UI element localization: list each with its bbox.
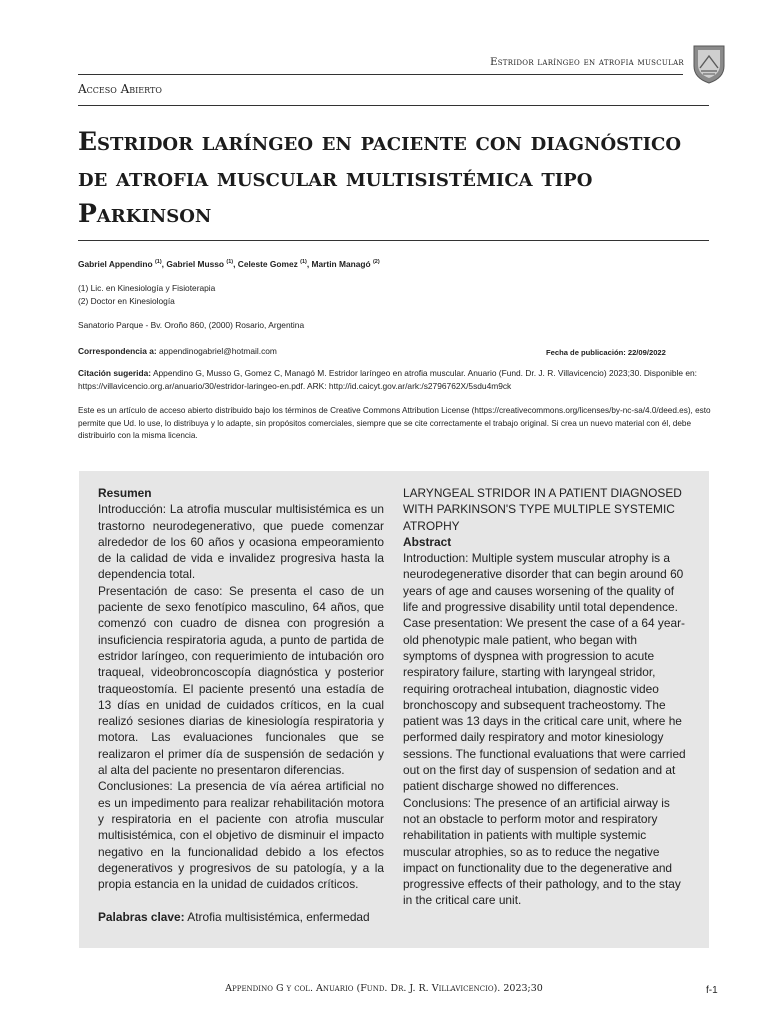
section-label: Acceso Abierto xyxy=(78,82,162,96)
author-name: Martin Managó xyxy=(311,259,371,269)
resumen-heading: Resumen xyxy=(98,486,152,500)
keywords-text: Atrofia multisistémica, enfermedad xyxy=(187,910,370,924)
citation-label: Citación sugerida: xyxy=(78,368,152,378)
running-head: Estridor laríngeo en atrofia muscular xyxy=(490,57,684,68)
author-affiliation: (1) xyxy=(154,259,162,266)
affiliation-1: (1) Lic. en Kinesiología y Fisioterapia xyxy=(78,283,216,293)
author-name: Celeste Gomez xyxy=(237,259,298,269)
section-rule xyxy=(78,105,709,106)
publication-date: Fecha de publicación: 22/09/2022 xyxy=(546,348,666,357)
keywords-label: Palabras clave: xyxy=(98,910,185,924)
resumen-column xyxy=(98,485,384,892)
keywords xyxy=(98,910,384,924)
header-rule xyxy=(78,74,683,75)
page-number: f-1 xyxy=(706,985,718,996)
correspondence xyxy=(78,346,277,356)
resumen-conclusions: Conclusiones: La presencia de vía aérea artificial no es un impedimento para realizar rehabilitación motora y respiratoria en el paciente con atrofia muscular multisistémica, con el objetivo de disminuir el impacto negativo en la funcionalidad debido a los efectos degenerativos y progresivos de su patología, y a la propia estancia en la unidad de cuidados críticos. xyxy=(98,779,384,892)
article-title: Estridor laríngeo en paciente con diagnóstico de atrofia muscular multisistémica tipo Parkinson xyxy=(78,127,681,228)
footer-citation: Appendino G y col. Anuario (Fund. Dr. J. R. Villavicencio). 2023;30 xyxy=(225,983,543,994)
abstract-introduction: Introduction: Multiple system muscular atrophy is a neurodegenerative disorder that can begin around 60 years of age and causes worsening of the quality of life and progressive disability until total dependence. xyxy=(403,551,684,615)
english-title: LARYNGEAL STRIDOR IN A PATIENT DIAGNOSED WITH PARKINSON'S TYPE MULTIPLE SYSTEMIC ATROPHY xyxy=(403,486,682,533)
abstract-heading: Abstract xyxy=(403,534,452,549)
author-name: Gabriel Musso xyxy=(166,259,225,269)
abstract-conclusions: Conclusions: The presence of an artificial airway is not an obstacle to perform motor and respiratory rehabilitation in patients with multiple systemic muscular atrophies, so as to reduce the negative impact on functionality due to the degenerative and progressive effects of their pathology, and to the stay in the critical care unit. xyxy=(403,795,681,908)
journal-shield-logo xyxy=(692,42,726,84)
correspondence-label: Correspondencia a: xyxy=(78,346,157,356)
author-affiliation: (2) xyxy=(372,259,380,266)
resumen-introduction: Introducción: La atrofia muscular multisistémica es un trastorno neurodegenerativo, que puede comenzar alrededor de los 60 años y ocasiona empeoramiento de la calidad de vida e invalidez progresiva hasta la dependencia total. xyxy=(98,502,384,582)
author-affiliation: (1) xyxy=(226,259,234,266)
affiliation-2: (2) Doctor en Kinesiología xyxy=(78,296,175,306)
suggested-citation xyxy=(78,367,710,392)
citation-text: Appendino G, Musso G, Gomez C, Managó M. Estridor laríngeo en atrofia muscular. Anuario (Fund. Dr. J. R. Villavicencio) 2023;30. Disponible en: https://villavicencio.org.ar/anuario/30/estridor-laringeo-en.pdf. ARK: http://id.caicyt.gov.ar/ark:/s2796762X/5sdu4m9ck xyxy=(78,368,697,391)
author-affiliation: (1) xyxy=(300,259,307,266)
abstract-column xyxy=(403,485,689,909)
author-name: Gabriel Appendino xyxy=(78,259,153,269)
author-list: Gabriel Appendino $^{(1)}$, Gabriel Musso $^{(1)}$, Celeste Gomez $^{(1)}$, Martin Managó $^{(2)}$ xyxy=(78,259,380,269)
title-rule xyxy=(78,240,709,241)
resumen-case: Presentación de caso: Se presenta el caso de un paciente de sexo fenotípico masculino, 64 años, que comenzó con cuadro de disnea con progresión a insuficiencia respiratoria aguda, a punto de partida de estridor laríngeo, con requerimiento de intubación oro traqueal, videobroncoscopía diagnóstica y posterior traqueostomía. El paciente presentó una estadía de 13 días en unidad de cuidados críticos, en la cual realizó sesiones diarias de kinesiología respiratoria y motora. Las evaluaciones funcionales que se realizaron el primer día de suspensión de sedación y al alta del paciente no presentaron diferencias. xyxy=(98,583,384,778)
correspondence-email[interactable]: appendinogabriel@hotmail.com xyxy=(158,346,277,356)
institution-address: Sanatorio Parque - Bv. Oroño 860, (2000) Rosario, Argentina xyxy=(78,320,305,330)
license-notice: Este es un artículo de acceso abierto distribuido bajo los términos de Creative Commons Attribution License (https://creativecommons.org/licenses/by-nc-sa/4.0/deed.es), esto permite que Ud. lo use, lo distribuya y lo adapte, sin propósitos comerciales, siempre que se cite correctamente el trabajo original. Si crea un nuevo material con él, debe distribuirlo con la misma licencia. xyxy=(78,406,711,440)
abstract-case: Case presentation: We present the case of a 64 year-old phenotypic male patient, who began with symptoms of dyspnea with progression to acute respiratory failure, starting with laryngeal stridor, requiring orotracheal intubation, diagnostic video bronchoscopy and subsequent tracheostomy. The patient was 13 days in the critical care unit, where he performed daily respiratory and motor kinesiology sessions. The functional evaluations that were carried out on the first day of suspension of sedation and at patient discharge showed no differences. xyxy=(403,616,686,794)
